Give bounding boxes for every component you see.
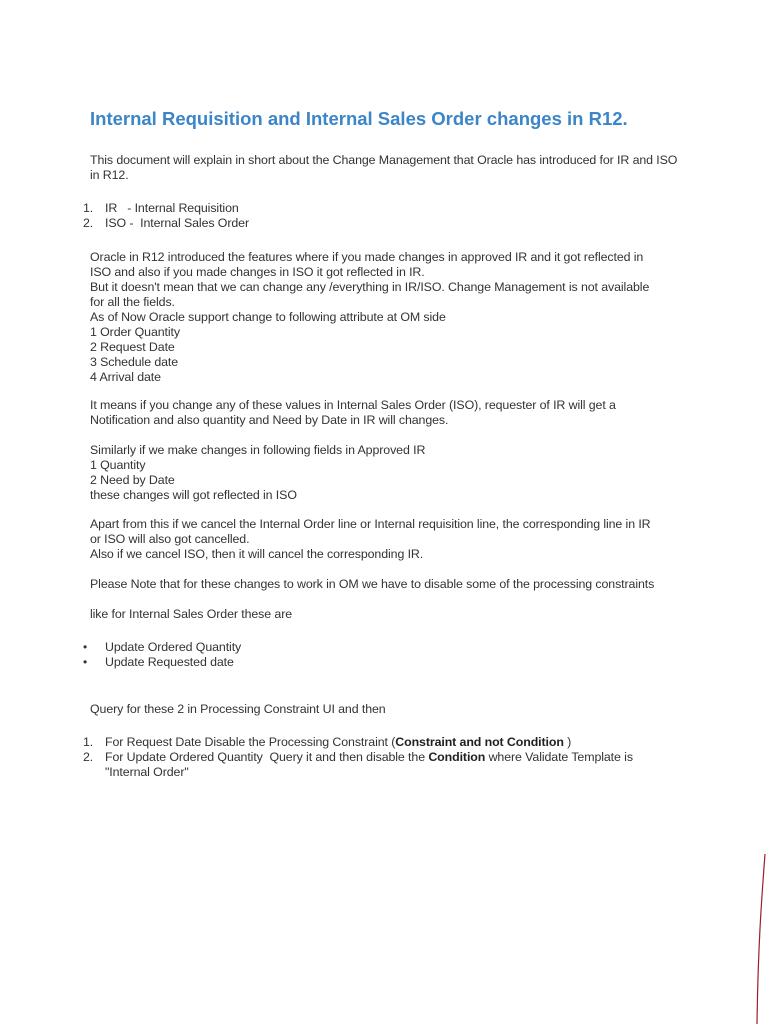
- paragraph-cancel: [90, 517, 690, 562]
- constraint-bullet-list: [80, 640, 690, 670]
- text-line: It means if you change any of these values in Internal Sales Order (ISO), requester of IR will get a: [90, 398, 616, 412]
- text-line: 2 Need by Date: [90, 473, 175, 487]
- step-text-pre: For Request Date Disable the Processing Constraint (: [105, 735, 396, 749]
- text-line: 1 Order Quantity: [90, 325, 180, 339]
- text-line: Apart from this if we cancel the Internal Order line or Internal requisition line, the corresponding line in IR: [90, 517, 651, 531]
- list-item: [80, 201, 690, 216]
- text-line: Please Note that for these changes to work in OM we have to disable some of the processing constraints: [90, 577, 655, 591]
- paragraph-notification: [90, 398, 690, 428]
- text-line: 4 Arrival date: [90, 370, 161, 384]
- step-text-post: ): [563, 735, 572, 749]
- step-text-continuation: "Internal Order": [105, 765, 189, 779]
- text-line: 2 Request Date: [90, 340, 175, 354]
- bullet-marker: •: [83, 655, 88, 669]
- text-line: But it doesn't mean that we can change any /everything in IR/ISO. Change Management is not available: [90, 280, 650, 294]
- step-text: [105, 735, 571, 749]
- text-line: As of Now Oracle support change to following attribute at OM side: [90, 310, 446, 324]
- decoration-curve: [757, 854, 765, 1024]
- list-item-text: IR - Internal Requisition: [105, 201, 239, 215]
- abbreviation-list: [80, 201, 690, 231]
- page-corner-decoration: [748, 854, 768, 1024]
- step-text-post: where Validate Template is: [485, 750, 633, 764]
- list-item: [80, 216, 690, 231]
- text-line: 3 Schedule date: [90, 355, 179, 369]
- text-line: Similarly if we make changes in following fields in Approved IR: [90, 443, 426, 457]
- bullet-item: [80, 655, 690, 670]
- step-text-pre: For Update Ordered Quantity Query it and then disable the: [105, 750, 429, 764]
- paragraph-note: [90, 577, 690, 592]
- text-line: ISO and also if you made changes in ISO it got reflected in IR.: [90, 265, 425, 279]
- bullet-marker: •: [83, 640, 88, 654]
- text-line: or ISO will also got cancelled.: [90, 532, 250, 546]
- intro-paragraph: [90, 153, 690, 183]
- list-marker: 2.: [83, 750, 94, 764]
- list-marker: 1.: [83, 201, 94, 215]
- paragraph-features: [90, 250, 690, 385]
- step-text: [105, 750, 633, 779]
- bullet-item: [80, 640, 690, 655]
- text-line: Oracle in R12 introduced the features where if you made changes in approved IR and it got reflected in: [90, 250, 644, 264]
- list-marker: 1.: [83, 735, 94, 749]
- text-line: 1 Quantity: [90, 458, 146, 472]
- step-text-bold: Condition: [428, 750, 486, 764]
- document-title: Internal Requisition and Internal Sales Order changes in R12.: [90, 108, 628, 129]
- step-item: [80, 735, 690, 750]
- list-marker: 2.: [83, 216, 94, 230]
- bullet-text: Update Requested date: [105, 655, 234, 669]
- steps-list: [80, 735, 690, 780]
- text-line: Notification and also quantity and Need by Date in IR will changes.: [90, 413, 449, 427]
- paragraph-query: [90, 702, 690, 717]
- step-item: [80, 750, 690, 780]
- list-item-text: ISO - Internal Sales Order: [105, 216, 249, 230]
- text-line: Query for these 2 in Processing Constraint UI and then: [90, 702, 386, 716]
- text-line: like for Internal Sales Order these are: [90, 607, 293, 621]
- intro-text: This document will explain in short about the Change Management that Oracle has introduced for IR and ISO in R12.: [90, 153, 678, 182]
- text-line: for all the fields.: [90, 295, 175, 309]
- step-text-bold: Constraint and not Condition: [395, 735, 564, 749]
- paragraph-approved-ir: [90, 443, 690, 503]
- bullet-text: Update Ordered Quantity: [105, 640, 242, 654]
- text-line: Also if we cancel ISO, then it will cancel the corresponding IR.: [90, 547, 424, 561]
- paragraph-iso-constraints: [90, 607, 690, 622]
- text-line: these changes will got reflected in ISO: [90, 488, 297, 502]
